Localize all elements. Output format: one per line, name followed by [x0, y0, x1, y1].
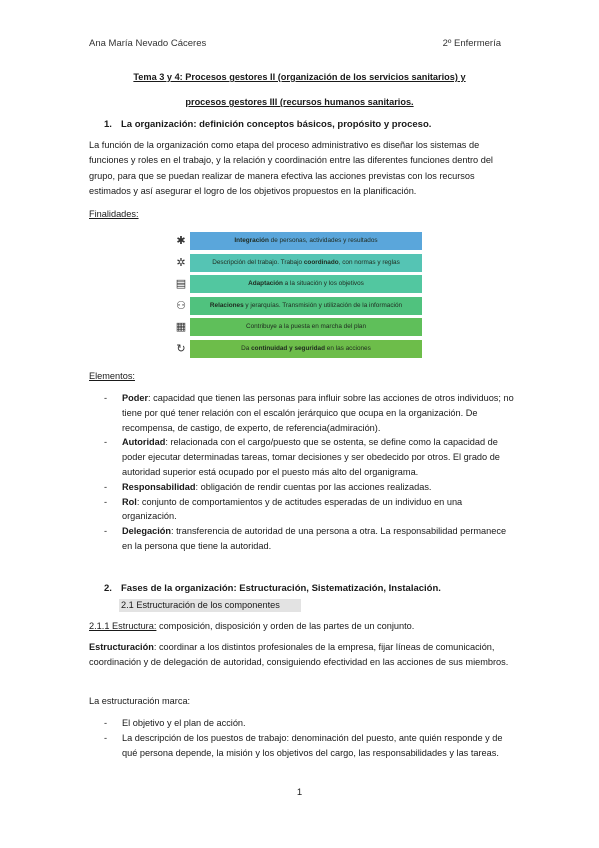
finalidad-text-pre: Descripción del trabajo. Trabajo [212, 258, 304, 266]
bullet-dash: - [104, 393, 108, 403]
header-course: 2º Enfermería [442, 38, 501, 49]
section-title: Fases de la organización: Estructuración, Sistematización, Instalación. [121, 583, 441, 594]
marca-intro: La estructuración marca: [89, 696, 191, 706]
finalidad-text-bold: Relaciones [209, 301, 244, 309]
document-icon: ▤ [175, 278, 187, 290]
bullet-dash: - [104, 496, 108, 507]
elemento-item [104, 480, 514, 495]
finalidades-diagram [170, 232, 422, 361]
bullet-dash: - [104, 526, 108, 537]
finalidad-bar [190, 254, 422, 272]
elemento-text: : conjunto de comportamientos y de actitudes esperadas de un individuo en una organización. [122, 496, 463, 522]
marca-text: El objetivo y el plan de acción. [122, 718, 246, 728]
finalidad-text-post: y jerarquías. Transmisión y utilización de la información [243, 301, 403, 309]
intro-paragraph: La función de la organización como etapa del proceso administrativo es diseñar los sistemas de funciones y roles en el trabajo, y la relación y coordinación entre las diferentes funciones dentro del grupo, para que se puedan realizar de manera efectiva las acciones previstas con los recursos estimados y así asegurar el logro de los objetivos propuestos en la planificación. [89, 140, 493, 196]
finalidad-row [170, 232, 422, 250]
bullet-dash: - [104, 481, 108, 492]
elemento-term: Autoridad [122, 437, 166, 448]
finalidad-row [170, 275, 422, 293]
section-2-heading [104, 583, 441, 594]
elementos-label: Elementos: [89, 371, 135, 381]
elemento-term: Rol [122, 496, 137, 507]
finalidad-text-post: de personas, actividades y resultados [268, 237, 378, 244]
finalidad-bar [190, 318, 422, 336]
finalidad-row [170, 297, 422, 315]
section-number: 1. [104, 119, 112, 130]
estructuracion-term: Estructuración [89, 642, 154, 652]
subsection-heading: 2.1 Estructuración de los componentes [119, 599, 301, 612]
elemento-term: Poder [122, 393, 149, 403]
estructuracion-text: : coordinar a los distintos profesionales de la empresa, fijar líneas de comunicación, coordinación y de delegación de autoridad, consiguiendo efectividad en las acciones de sus miembros. [89, 642, 509, 668]
bullet-dash: - [104, 732, 108, 743]
marca-text: La descripción de los puestos de trabajo: denominación del puesto, ante quién responde y de qué persona depende, la misión y los objetivos del cargo, las responsabilidades y las tareas. [122, 732, 503, 758]
people-icon: ✲ [176, 256, 186, 269]
finalidad-bar [190, 340, 422, 358]
estructura-paragraph [89, 619, 511, 634]
document-title-line-2: procesos gestores III (recursos humanos sanitarios. [185, 97, 414, 107]
elemento-text: : relacionada con el cargo/puesto que se ostenta, se define como la capacidad de poder ejecutar determinadas tareas, tomar decisiones y ser obedecido por otros. El grado de autoridad superior está ocupado por el puesto más alto del organigrama. [122, 437, 500, 477]
finalidad-text-post: , con normas y reglas [338, 258, 400, 266]
marca-item [104, 716, 514, 731]
finalidad-text-bold: Adaptación [248, 280, 283, 287]
handshake-icon: ⚇ [176, 299, 186, 312]
estructuracion-paragraph [89, 640, 511, 671]
elemento-text: : capacidad que tienen las personas para influir sobre las acciones de otros individuos; no tiene por qué tener relación con el escalón jerárquico que ocupa en la organización. De recompensa, de castigo, de experto, de referencia(admiración). [122, 393, 514, 433]
elementos-list [104, 391, 514, 554]
section-number: 2. [104, 583, 112, 594]
finalidad-row [170, 340, 422, 358]
marca-list [104, 716, 514, 760]
finalidad-bar [190, 232, 422, 250]
finalidad-text-bold: continuidad y seguridad [251, 344, 325, 352]
marca-item [104, 731, 514, 761]
finalidades-label: Finalidades: [89, 209, 139, 219]
elemento-item [104, 495, 514, 525]
elemento-term: Delegación [122, 526, 172, 537]
finalidad-row [170, 254, 422, 272]
header-author: Ana María Nevado Cáceres [89, 38, 207, 49]
finalidad-text-bold: Integración [234, 237, 269, 244]
estructura-label: 2.1.1 Estructura: [89, 621, 157, 631]
document-title-line-1: Tema 3 y 4: Procesos gestores II (organización de los servicios sanitarios) y [133, 72, 466, 82]
estructura-text: composición, disposición y orden de las partes de un conjunto. [156, 621, 415, 631]
section-1-heading [104, 119, 431, 130]
finalidad-row [170, 318, 422, 336]
network-icon: ✱ [176, 235, 186, 247]
elemento-term: Responsabilidad [122, 481, 196, 492]
elemento-text: : obligación de rendir cuentas por las acciones realizadas. [195, 481, 432, 492]
bullet-dash: - [104, 718, 108, 728]
finalidad-text-post: en las acciones [324, 344, 371, 352]
elemento-item [104, 391, 514, 435]
elemento-text: : transferencia de autoridad de una persona a otra. La responsabilidad permanece en la persona que tiene la autoridad. [122, 526, 507, 551]
finalidad-text-pre: Contribuye a la puesta en marcha del plan [245, 323, 367, 330]
finalidad-text-post: a la situación y los objetivos [282, 280, 364, 287]
finalidad-text-bold: coordinado [303, 258, 339, 266]
cycle-icon: ↻ [176, 342, 186, 355]
checklist-icon: ▦ [175, 321, 187, 333]
elemento-item [104, 435, 514, 479]
finalidad-bar [190, 297, 422, 315]
page-number: 1 [296, 787, 303, 798]
section-title: La organización: definición conceptos básicos, propósito y proceso. [121, 119, 432, 130]
elemento-item [104, 524, 514, 554]
bullet-dash: - [104, 437, 108, 448]
finalidad-bar [190, 275, 422, 293]
finalidad-text-pre: Da [241, 344, 252, 352]
